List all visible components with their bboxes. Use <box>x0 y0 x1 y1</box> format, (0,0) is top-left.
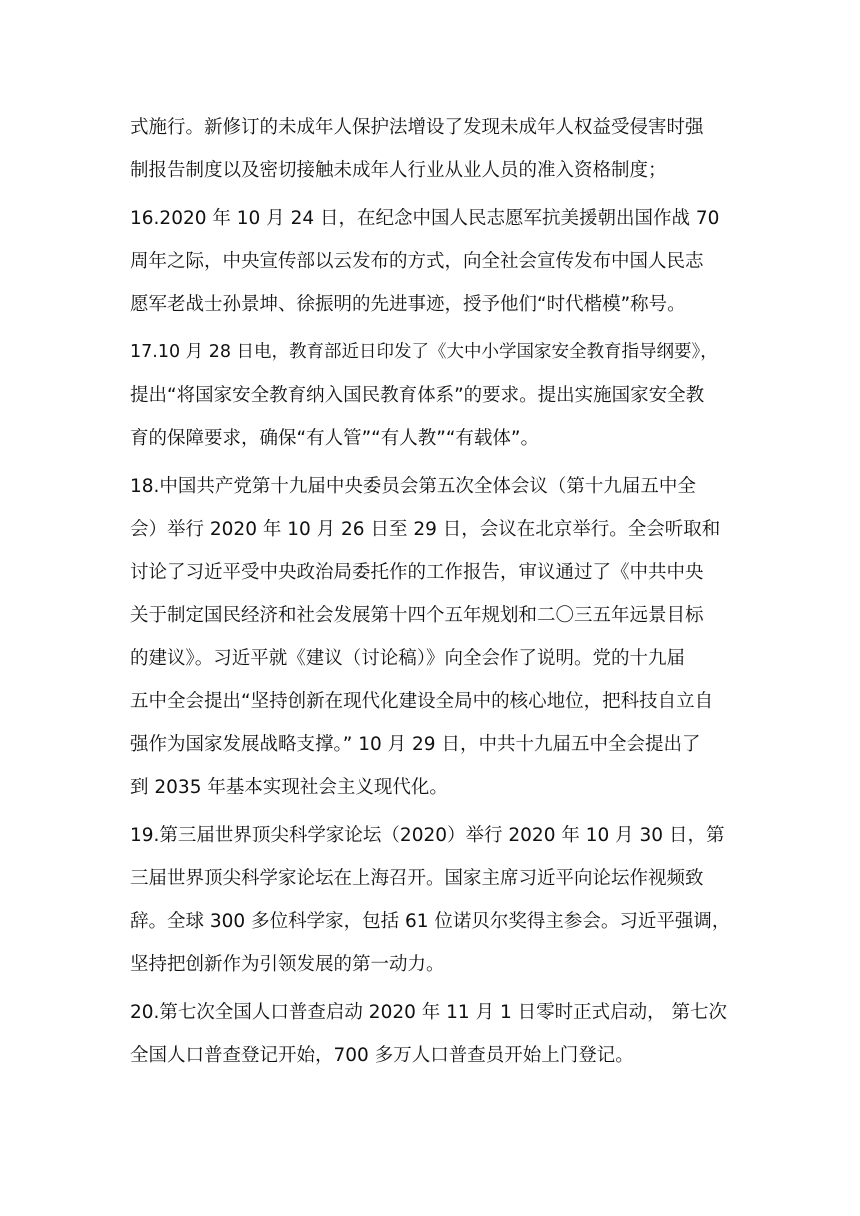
paragraph-item-20 <box>130 991 730 1077</box>
text-line: 愿军老战士孙景坤、徐振明的先进事迹，授予他们“时代楷模”称号。 <box>130 294 686 315</box>
paragraph-minor-protection-law <box>130 106 730 192</box>
text-line: 17.10 月 28 日电，教育部近日印发了《大中小学国家安全教育指导纲要》， <box>130 342 718 362</box>
paragraph-item-16 <box>130 197 730 326</box>
text-line: 坚持把创新作为引领发展的第一动力。 <box>130 954 445 975</box>
paragraph-item-18 <box>130 465 730 809</box>
text-line: 20.第七次全国人口普查启动 2020 年 11 月 1 日零时正式启动， 第七次 <box>130 1002 727 1023</box>
text-line: 全国人口普查登记开始，700 多万人口普查员开始上门登记。 <box>130 1045 634 1066</box>
text-line: 19.第三届世界顶尖科学家论坛（2020）举行 2020 年 10 月 30 日，第 <box>130 825 725 846</box>
text-line: 的建议》。习近平就《建议（讨论稿）》向全会作了说明。党的十九届 <box>130 648 686 669</box>
text-line: 会）举行 2020 年 10 月 26 日至 29 日，会议在北京举行。全会听取和 <box>130 519 721 540</box>
document-body <box>130 106 730 1077</box>
paragraph-item-19 <box>130 814 730 986</box>
text-line: 五中全会提出“坚持创新在现代化建设全局中的核心地位，把科技自立自 <box>130 691 714 712</box>
text-line: 式施行。新修订的未成年人保护法增设了发现未成年人权益受侵害时强 <box>130 117 704 138</box>
text-line: 18.中国共产党第十九届中央委员会第五次全体会议（第十九届五中全 <box>130 476 696 497</box>
text-line: 强作为国家发展战略支撑。” 10 月 29 日，中共十九届五中全会提出了 <box>130 734 701 755</box>
text-line: 16.2020 年 10 月 24 日，在纪念中国人民志愿军抗美援朝出国作战 70 <box>130 208 720 229</box>
paragraph-item-17 <box>130 331 730 460</box>
text-line: 育的保障要求，确保“有人管”“有人教”“有载体”。 <box>130 428 540 449</box>
text-line: 关于制定国民经济和社会发展第十四个五年规划和二〇三五年远景目标 <box>130 605 704 626</box>
text-line: 提出“将国家安全教育纳入国民教育体系”的要求。提出实施国家安全教 <box>130 385 705 406</box>
text-line: 三届世界顶尖科学家论坛在上海召开。国家主席习近平向论坛作视频致 <box>130 868 704 889</box>
text-line: 辞。全球 300 多位科学家，包括 61 位诺贝尔奖得主参会。习近平强调， <box>130 911 730 932</box>
text-line: 到 2035 年基本实现社会主义现代化。 <box>130 777 448 798</box>
text-line: 周年之际，中央宣传部以云发布的方式，向全社会宣传发布中国人民志 <box>130 251 704 272</box>
text-line: 讨论了习近平受中央政治局委托作的工作报告，审议通过了《中共中央 <box>130 562 704 583</box>
text-line: 制报告制度以及密切接触未成年人行业从业人员的准入资格制度； <box>130 160 667 181</box>
